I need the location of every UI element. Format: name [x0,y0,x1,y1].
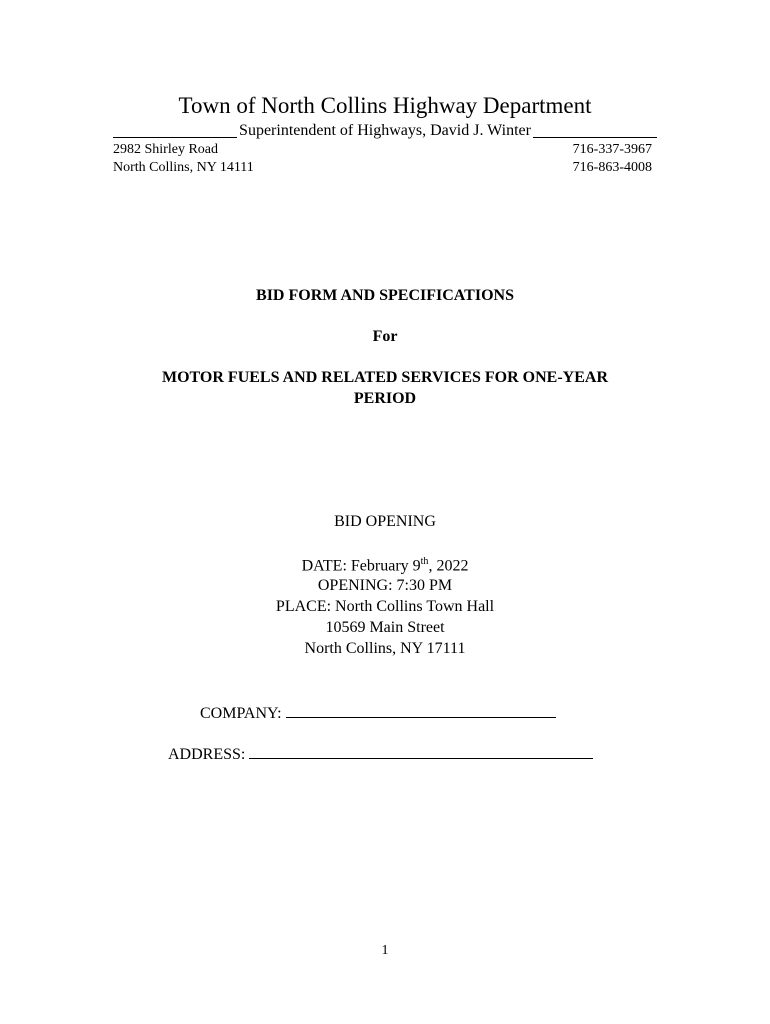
letterhead-subtitle-row [113,122,657,142]
bid-city: North Collins, NY 17111 [304,640,466,657]
bid-street: 10569 Main Street [325,619,445,636]
letterhead-title: Town of North Collins Highway Department [178,93,592,118]
bid-date: DATE: February 9th, 2022 [301,556,469,575]
subject-line-1: MOTOR FUELS AND RELATED SERVICES FOR ONE-YEAR [161,369,609,386]
address-field[interactable] [168,744,593,764]
address-line-1: 2982 Shirley Road [113,142,218,157]
address-line-2: North Collins, NY 14111 [113,160,254,175]
address-blank[interactable] [249,744,593,759]
letterhead-subtitle: Superintendent of Highways, David J. Winter [239,122,531,139]
company-field[interactable] [200,703,556,723]
bid-opening-label: BID OPENING [334,513,436,530]
subject-line-2: PERIOD [353,390,417,407]
document-heading: BID FORM AND SPECIFICATIONS [256,287,514,304]
address-label: ADDRESS: [168,746,246,763]
page-number: 1 [381,943,389,958]
bid-opening-time: OPENING: 7:30 PM [317,577,453,594]
bid-place: PLACE: North Collins Town Hall [275,598,495,615]
company-label: COMPANY: [200,705,282,722]
phone-2: 716-863-4008 [572,160,652,175]
for-label: For [372,328,398,345]
phone-1: 716-337-3967 [572,142,652,157]
company-blank[interactable] [286,703,556,718]
